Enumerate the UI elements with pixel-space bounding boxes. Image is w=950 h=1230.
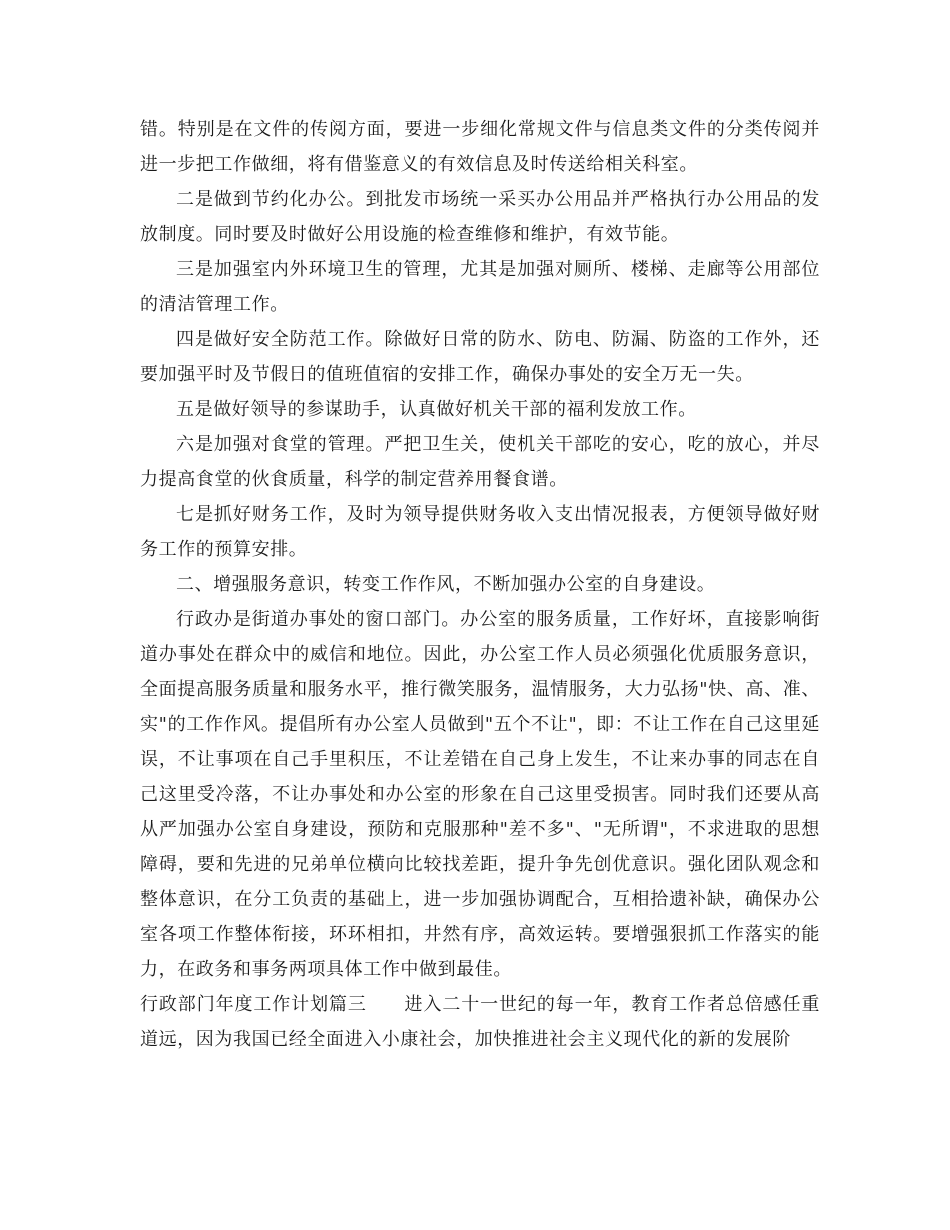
paragraph-item-4: 四是做好安全防范工作。除做好日常的防水、防电、防漏、防盗的工作外，还要加强平时及节假日的值班值宿的安排工作，确保办事处的安全万无一失。 xyxy=(140,329,820,385)
document-body xyxy=(140,112,820,1057)
paragraph-service: 行政办是街道办事处的窗口部门。办公室的服务质量，工作好坏，直接影响街道办事处在群众中的威信和地位。因此，办公室工作人员必须强化优质服务意识，全面提高服务质量和服务水平，推行微笑服务，温情服务，大力弘扬"快、高、准、实"的工作作风。提倡所有办公室人员做到"五个不让"，即：不让工作在自己这里延误，不让事项在自己手里积压，不让差错在自己身上发生，不让来办事的同志在自己这里受冷落，不让办事处和办公室的形象在自己这里受损害。同时我们还要从高从严加强办公室自身建设，预防和克服那种"差不多"、"无所谓"，不求进取的思想障碍，要和先进的兄弟单位横向比较找差距，提升争先创优意识。强化团队观念和整体意识，在分工负责的基础上，进一步加强协调配合，互相拾遗补缺，确保办公室各项工作整体衔接，环环相扣，井然有序，高效运转。要增强狠抓工作落实的能力，在政务和事务两项具体工作中做到最佳。 xyxy=(140,609,820,980)
paragraph-item-5: 五是做好领导的参谋助手，认真做好机关干部的福利发放工作。 xyxy=(176,399,697,420)
paragraph-item-7: 七是抓好财务工作，及时为领导提供财务收入支出情况报表，方便领导做好财务工作的预算安排。 xyxy=(140,504,820,560)
paragraph-part-three: 行政部门年度工作计划篇三 进入二十一世纪的每一年，教育工作者总倍感任重道远，因为我国已经全面进入小康社会，加快推进社会主义现代化的新的发展阶 xyxy=(140,994,820,1050)
paragraph-item-2: 二是做到节约化办公。到批发市场统一采买办公用品并严格执行办公用品的发放制度。同时要及时做好公用设施的检查维修和维护，有效节能。 xyxy=(140,189,820,245)
paragraph-item-6: 六是加强对食堂的管理。严把卫生关，使机关干部吃的安心，吃的放心，并尽力提高食堂的伙食质量，科学的制定营养用餐食谱。 xyxy=(140,434,820,490)
paragraph-continuation: 错。特别是在文件的传阅方面，要进一步细化常规文件与信息类文件的分类传阅并进一步把工作做细，将有借鉴意义的有效信息及时传送给相关科室。 xyxy=(140,119,820,175)
paragraph-item-3: 三是加强室内外环境卫生的管理，尤其是加强对厕所、楼梯、走廊等公用部位的清洁管理工作。 xyxy=(140,259,820,315)
section-heading-2: 二、增强服务意识，转变工作作风，不断加强办公室的自身建设。 xyxy=(176,574,716,595)
